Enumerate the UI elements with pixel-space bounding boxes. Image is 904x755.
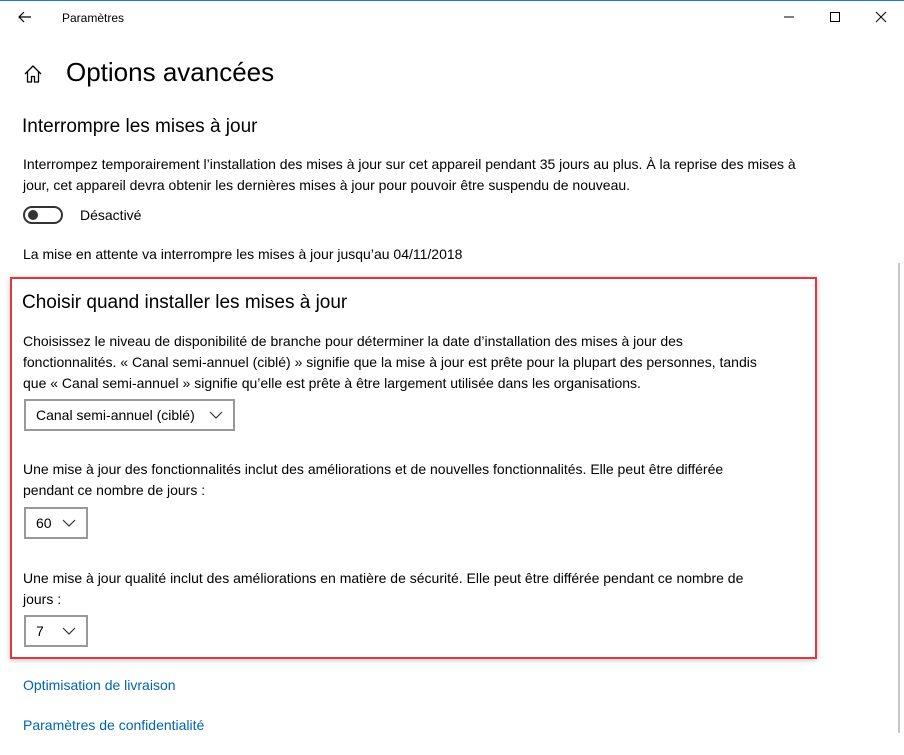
feature-days-select[interactable] — [24, 507, 88, 539]
quality-desc-line2: jours : — [23, 591, 62, 607]
feature-description — [23, 459, 813, 501]
delivery-optimization-link[interactable]: Optimisation de livraison — [23, 677, 176, 693]
quality-days-select[interactable] — [24, 615, 88, 647]
pause-desc-line2: jour, cet appareil devra obtenir les dernières mises à jour pour pouvoir être suspendu de nouveau. — [23, 177, 631, 193]
choose-desc-line2: fonctionnalités. « Canal semi-annuel (ciblé) » signifie que la mise à jour est prête pour la plupart des personnes, tandis — [23, 354, 757, 370]
pause-heading: Interrompre les mises à jour — [22, 116, 258, 137]
close-icon — [875, 11, 887, 23]
choose-desc-line3: que « Canal semi-annuel » signifie qu’elle est prête à être largement utilisée dans les organisations. — [23, 375, 641, 391]
minimize-button[interactable] — [766, 1, 812, 33]
scrollbar[interactable] — [898, 263, 900, 733]
pause-toggle-label: Désactivé — [80, 207, 142, 223]
branch-select[interactable] — [24, 399, 235, 431]
close-button[interactable] — [858, 1, 904, 33]
toggle-knob — [28, 210, 38, 220]
app-title: Paramètres — [62, 11, 125, 25]
quality-desc-line1: Une mise à jour qualité inclut des améliorations en matière de sécurité. Elle peut être différée pendant ce nombre de — [23, 570, 744, 586]
quality-description — [23, 568, 813, 610]
maximize-icon — [829, 11, 841, 23]
maximize-button[interactable] — [812, 1, 858, 33]
quality-days-value: 7 — [36, 623, 44, 639]
pause-toggle[interactable] — [23, 206, 63, 224]
pause-until-text: La mise en attente va interrompre les mises à jour jusqu’au 04/11/2018 — [23, 246, 463, 262]
pause-description — [23, 154, 863, 196]
privacy-settings-link[interactable]: Paramètres de confidentialité — [23, 717, 205, 733]
back-arrow-icon[interactable] — [12, 4, 38, 30]
choose-heading: Choisir quand installer les mises à jour — [22, 292, 348, 313]
pause-toggle-row — [23, 204, 141, 226]
minimize-icon — [783, 11, 795, 23]
choose-description — [23, 331, 813, 394]
feature-days-value: 60 — [36, 515, 52, 531]
chevron-down-icon — [62, 627, 76, 635]
chevron-down-icon — [62, 519, 76, 527]
home-icon[interactable] — [22, 63, 44, 85]
title-bar — [0, 1, 904, 33]
chevron-down-icon — [209, 411, 223, 419]
feature-desc-line2: pendant ce nombre de jours : — [23, 482, 206, 498]
feature-desc-line1: Une mise à jour des fonctionnalités inclut des améliorations et de nouvelles fonctionnalités. Elle peut être différée — [23, 461, 724, 477]
page-title: Options avancées — [66, 57, 275, 87]
branch-select-value: Canal semi-annuel (ciblé) — [36, 407, 195, 423]
pause-desc-line1: Interrompez temporairement l’installation des mises à jour sur cet appareil pendant 35 jours au plus. À la reprise des mises à — [23, 156, 796, 172]
choose-desc-line1: Choisissez le niveau de disponibilité de branche pour déterminer la date d’installation des mises à jour des — [23, 333, 683, 349]
